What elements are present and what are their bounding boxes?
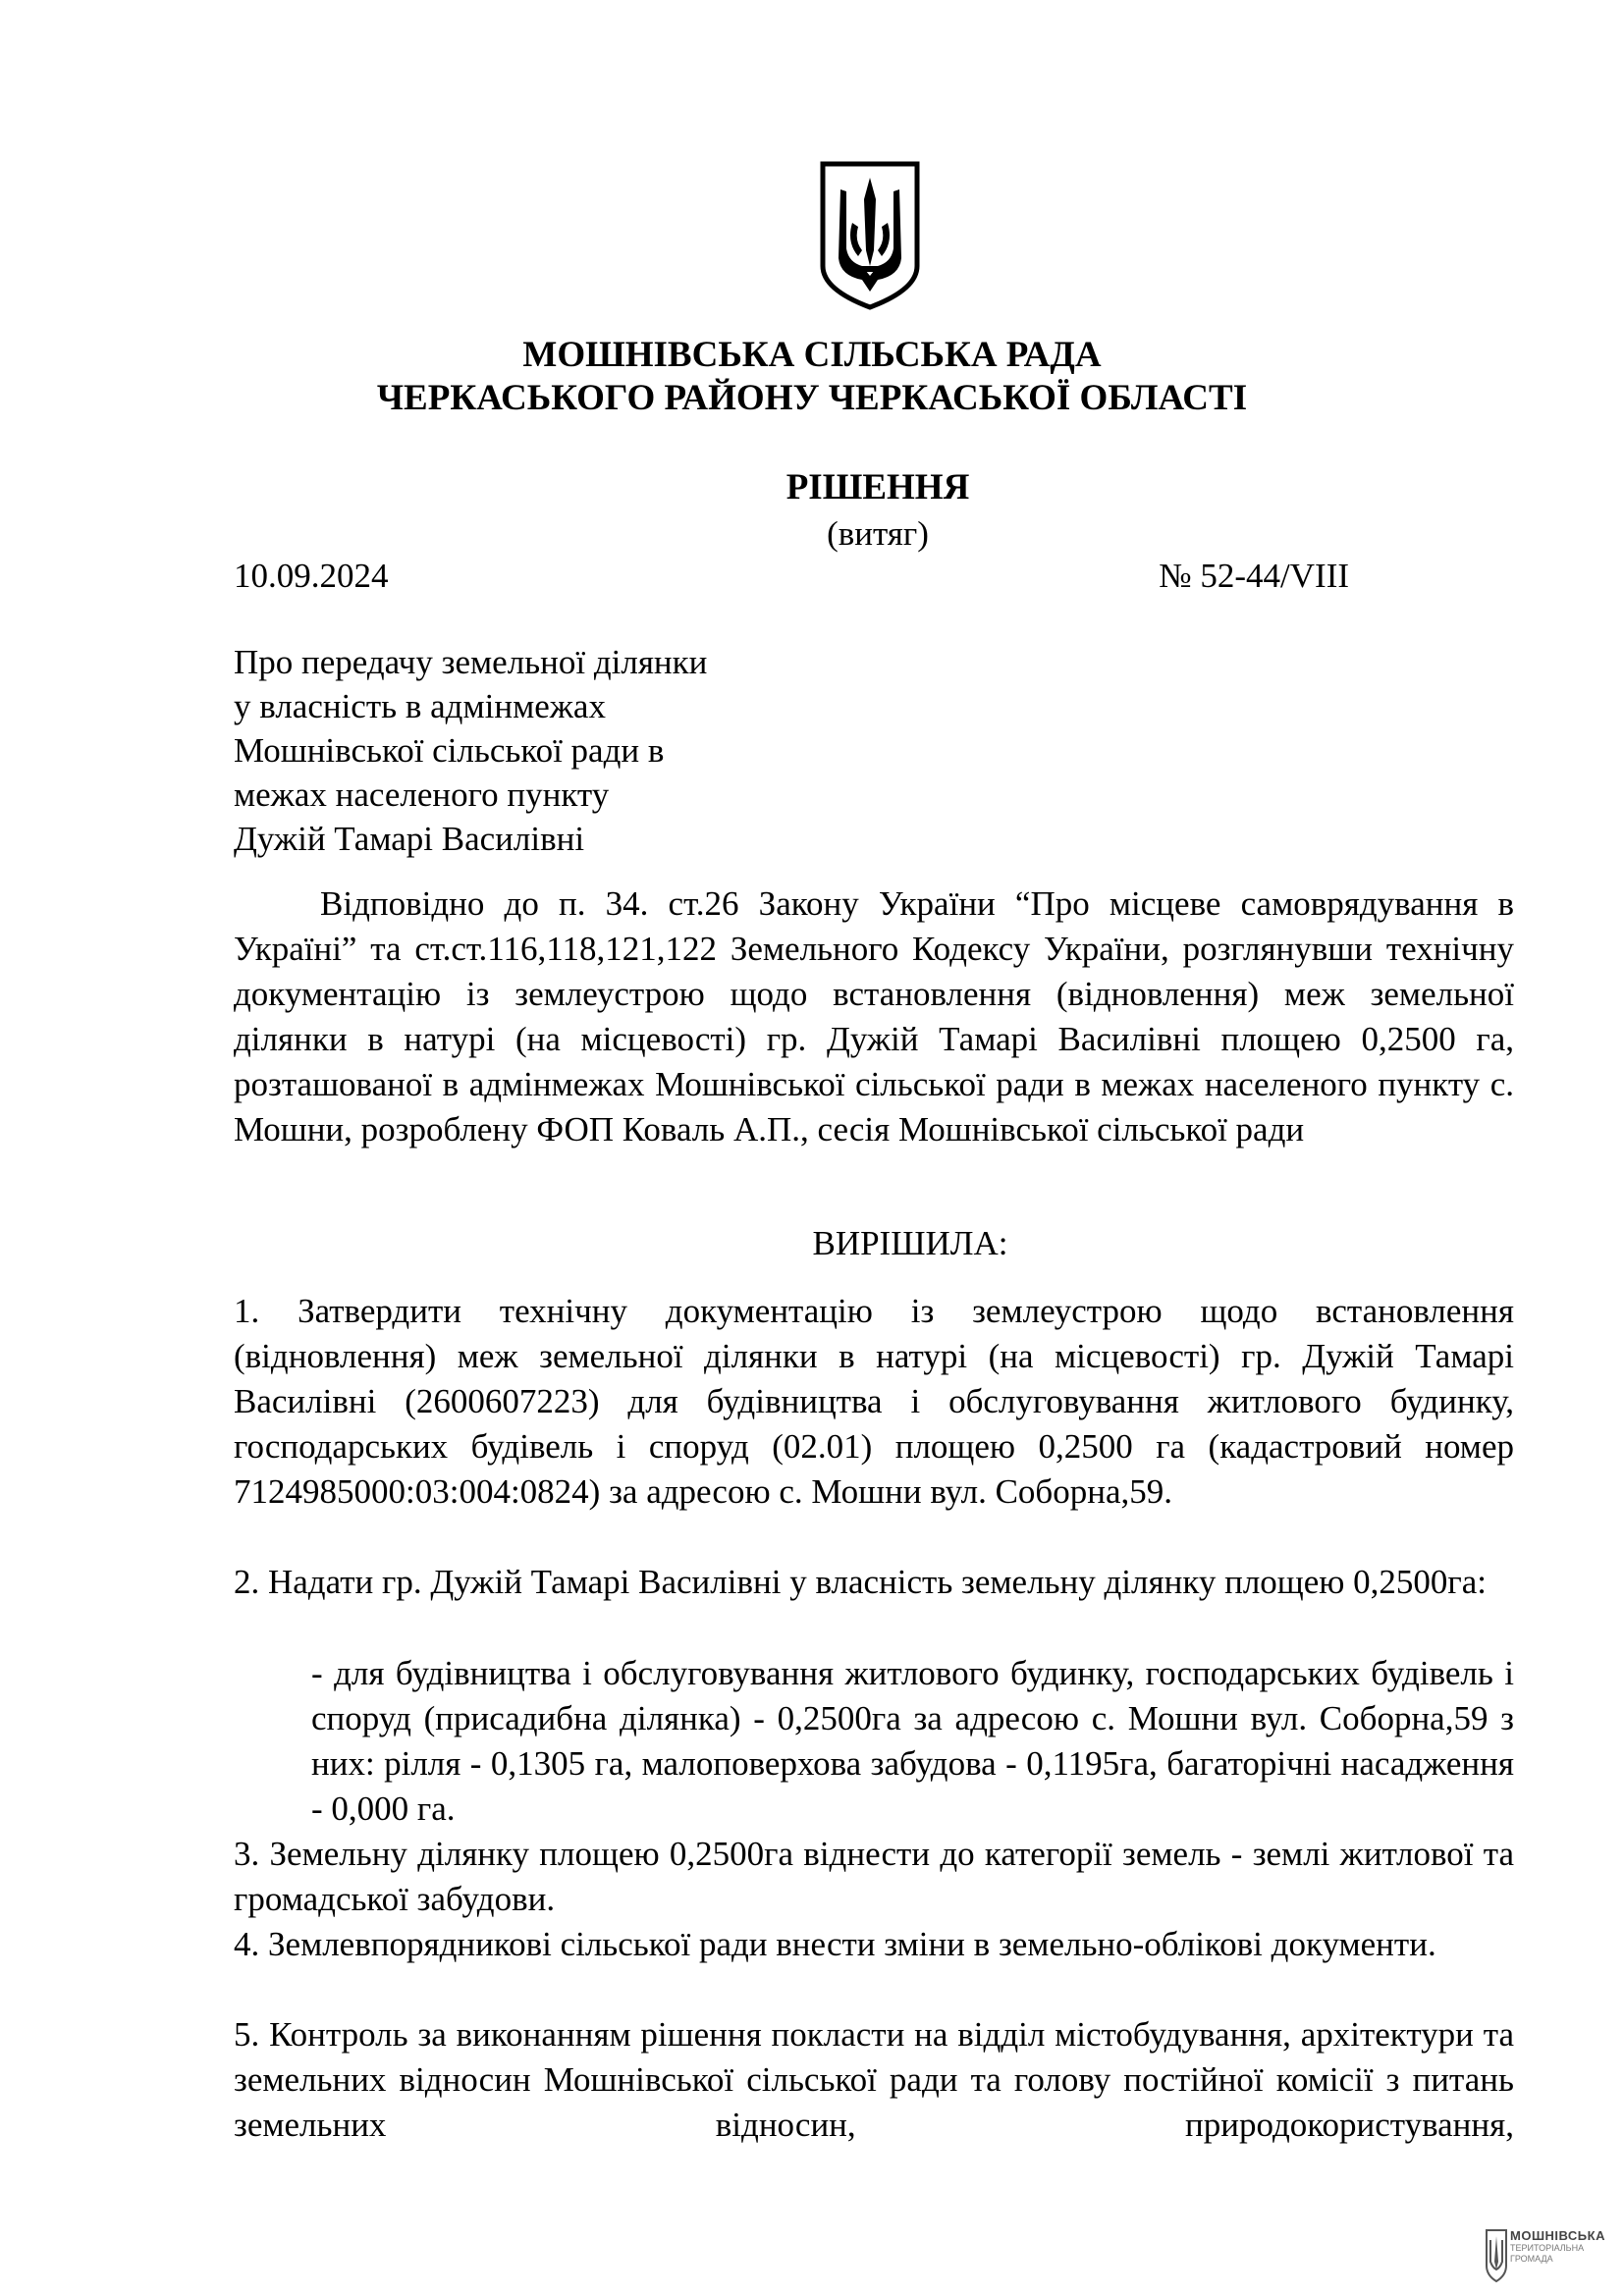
subject-line: межах населеного пункту (234, 775, 610, 814)
preamble-paragraph: Відповідно до п. 34. ст.26 Закону України “Про місцеве самоврядування в Україні” та ст.ст.116,118,121,122 Земельного Кодексу України, розглянувши технічну документацію із землеустрою щодо встановлення (відновлення) меж земельної ділянки в натурі (на місцевості) гр. Дужій Тамарі Василівні площею 0,2500 га, розташованої в адмінмежах Мошнівської сільської ради в межах населеного пункту с. Мошни, розроблену ФОП Коваль А.П., сесія Мошнівської сільської ради (234, 884, 1514, 1148)
subject-line: у власність в адмінмежах (234, 687, 606, 725)
document-type: РІШЕННЯ (785, 467, 970, 507)
document-date: 10.09.2024 (234, 557, 389, 595)
document-subject (234, 640, 823, 861)
coat-of-arms-icon (817, 160, 923, 311)
community-logo-text (1510, 2228, 1605, 2265)
resolution-item-4: 4. Землевпорядникові сільської ради внести зміни в земельно-облікові документи. (234, 1925, 1436, 1963)
logo-text-line1: МОШНІВСЬКА (1510, 2228, 1605, 2243)
resolution-item-2: 2. Надати гр. Дужій Тамарі Василівні у власність земельну ділянку площею 0,2500га: (234, 1563, 1488, 1601)
document-number: № 52-44/VIII (1159, 557, 1349, 595)
subject-line: Про передачу земельної ділянки (234, 643, 708, 681)
resolution-item-3: 3. Земельну ділянку площею 0,2500га віднести до категорії земель - землі житлової та громадської забудови. (234, 1835, 1514, 1918)
decided-heading: ВИРІШИЛА: (812, 1224, 1008, 1262)
subject-line: Дужій Тамарі Василівні (234, 820, 585, 858)
org-name-line2: ЧЕРКАСЬКОГО РАЙОНУ ЧЕРКАСЬКОЇ ОБЛАСТІ (376, 378, 1248, 418)
resolution-item-5: 5. Контроль за виконанням рішення покласти на відділ містобудування, архітектури та земельних відносин Мошнівської сільської ради та голову постійної комісії з питань земельних відносин, природокористування, (234, 2015, 1514, 2144)
subject-line: Мошнівської сільської ради в (234, 731, 665, 770)
resolution-item-1: 1. Затвердити технічну документацію із землеустрою щодо встановлення (відновлення) меж земельної ділянки в натурі (на місцевості) гр. Дужій Тамарі Василівні (2600607223) для будівництва і обслуговування житлового будинку, господарських будівель і споруд (02.01) площею 0,2500 га (кадастровий номер 7124985000:03:004:0824) за адресою с. Мошни вул. Соборна,59. (234, 1292, 1514, 1511)
document-subtype: (витяг) (827, 514, 929, 553)
resolution-item-2-subitem: - для будівництва і обслуговування житлового будинку, господарських будівель і споруд (присадибна ділянка) - 0,2500га за адресою с. Мошни вул. Соборна,59 з них: рілля - 0,1305 га, малоповерхова забудова - 0,1195га, багаторічні насадження - 0,000 га. (311, 1654, 1514, 1828)
org-name-line1: МОШНІВСЬКА СІЛЬСЬКА РАДА (522, 335, 1102, 375)
logo-text-line3: ГРОМАДА (1510, 2254, 1553, 2264)
logo-text-line2: ТЕРИТОРІАЛЬНА (1510, 2243, 1585, 2253)
